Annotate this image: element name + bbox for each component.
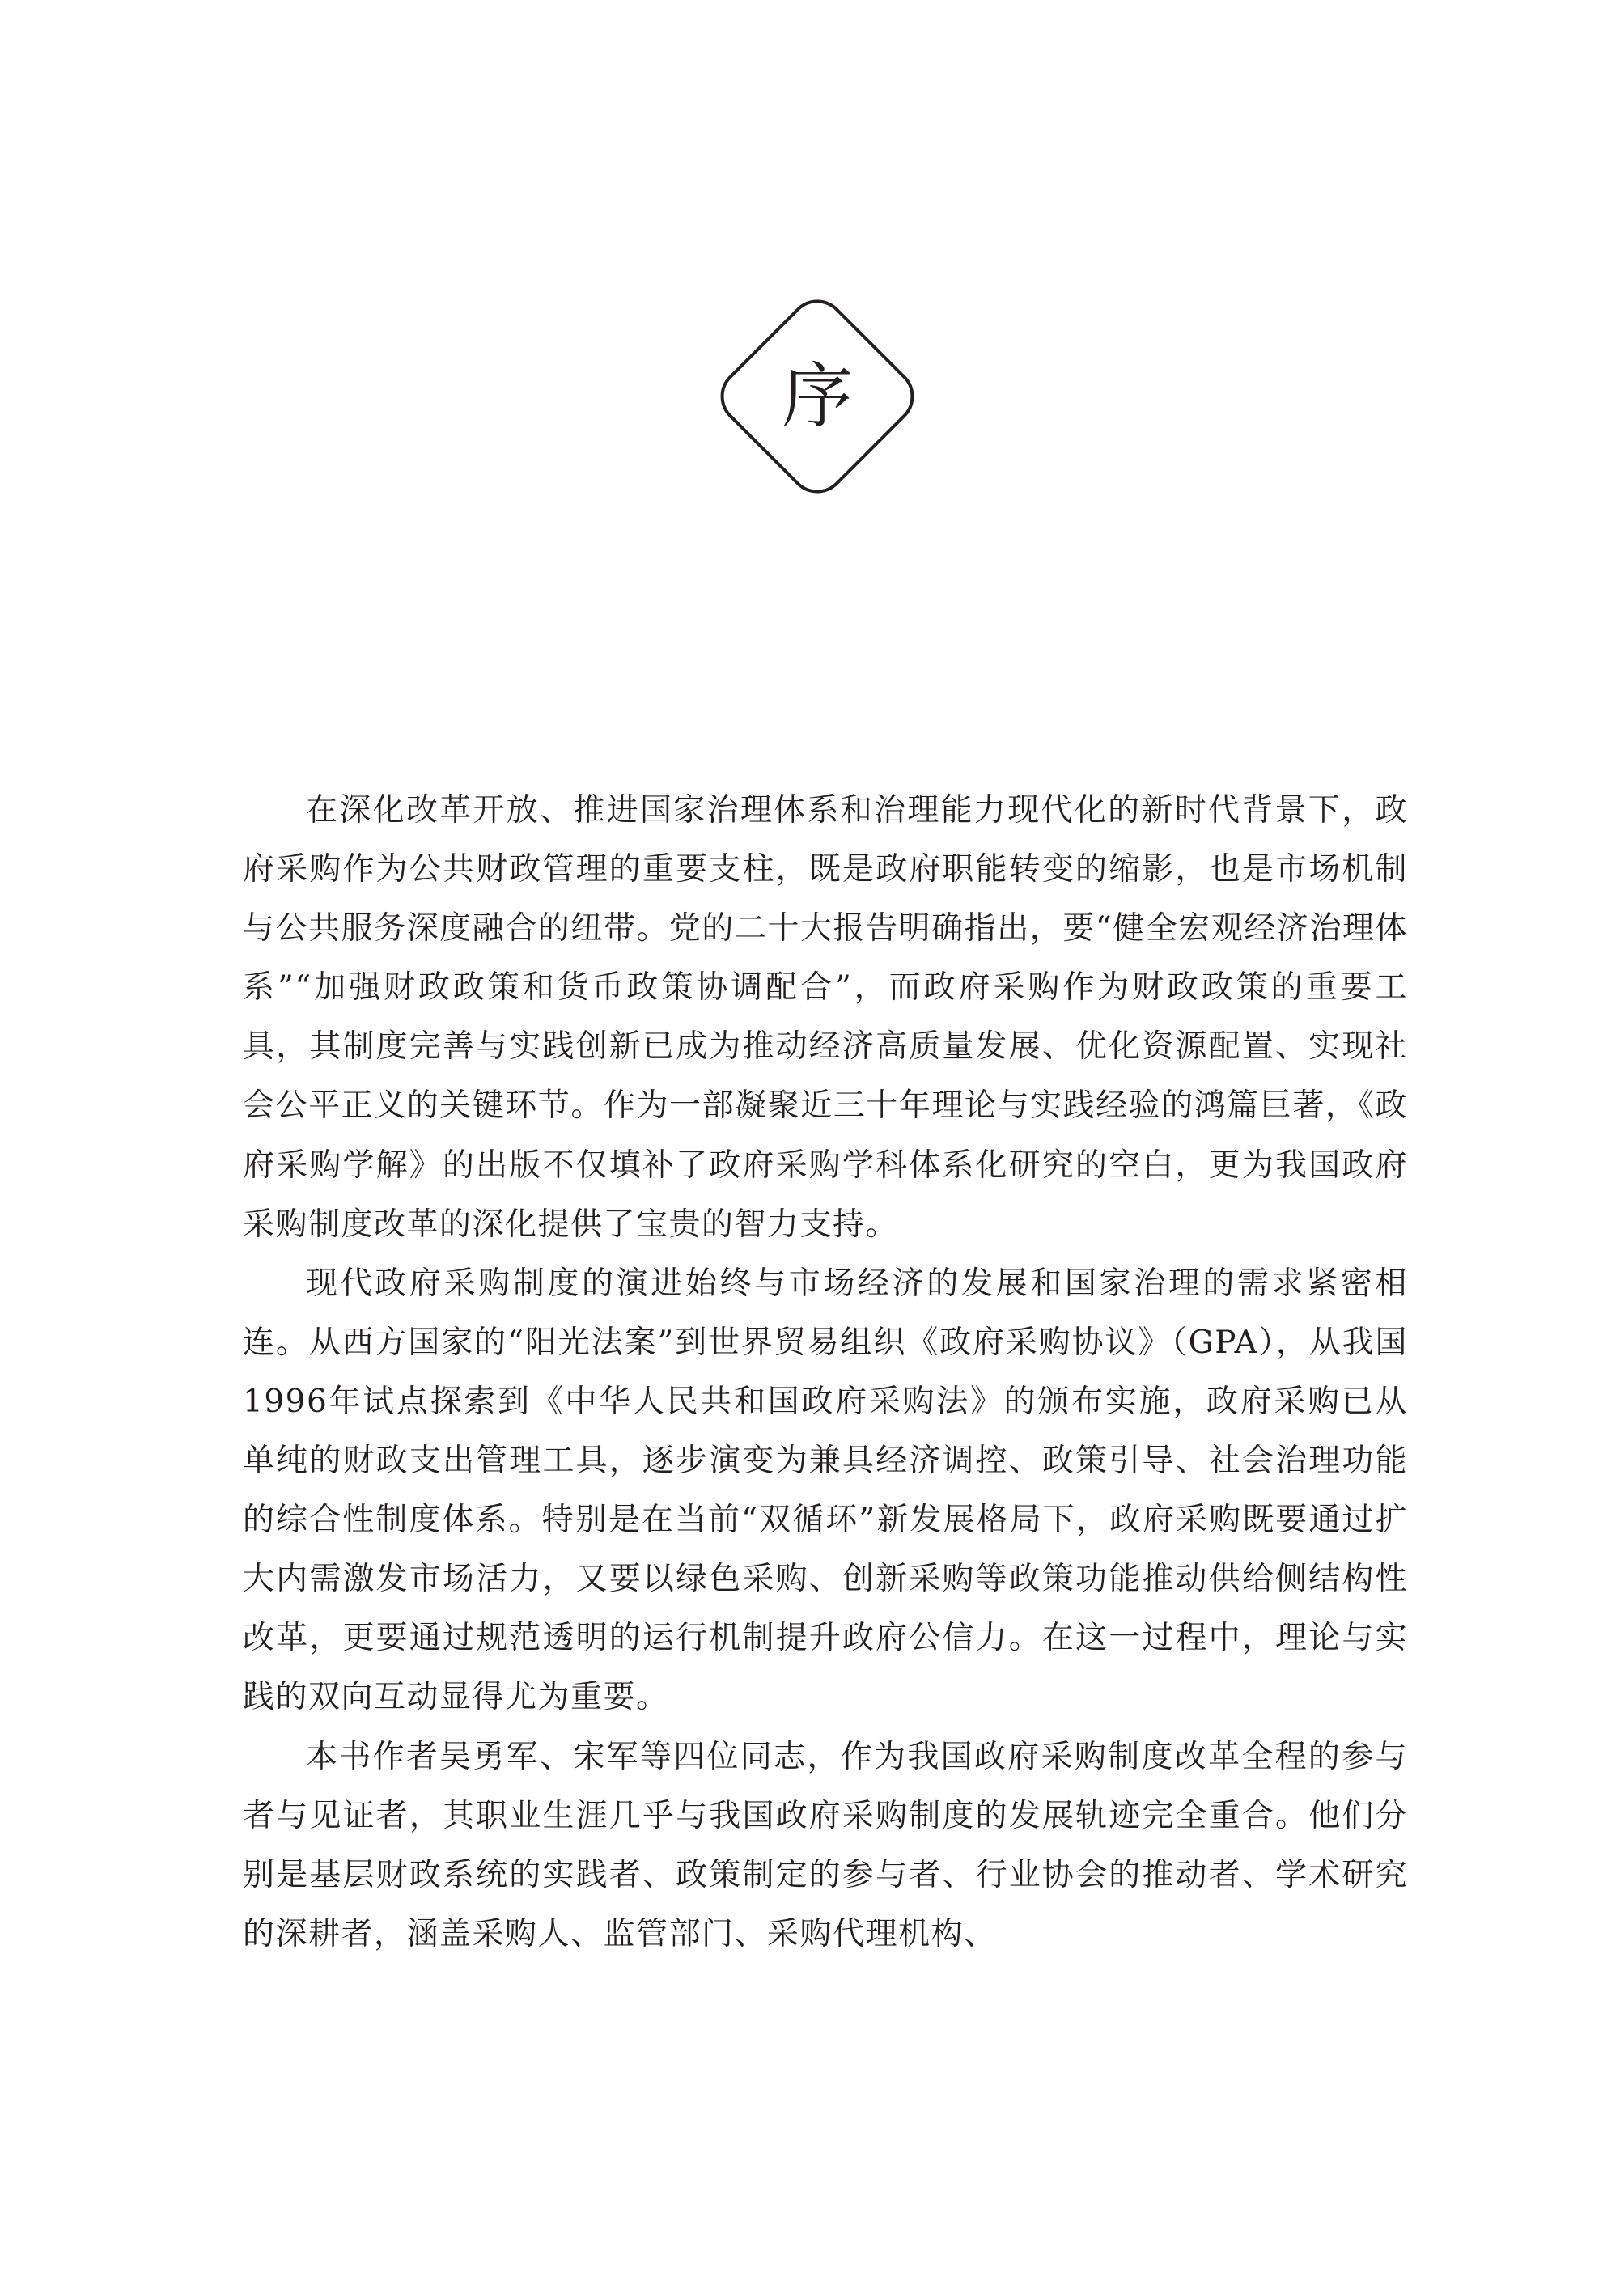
title-badge — [688, 267, 947, 526]
preface-body — [243, 781, 1408, 1964]
paragraph-3: 本书作者吴勇军、宋军等四位同志，作为我国政府采购制度改革全程的参与者与见证者，其职业生涯几乎与我国政府采购制度的发展轨迹完全重合。他们分别是基层财政系统的实践者、政策制定的参与者、行业协会的推动者、学术研究的深耕者，涵盖采购人、监管部门、采购代理机构、 — [243, 1738, 1408, 1952]
paragraph-2: 现代政府采购制度的演进始终与市场经济的发展和国家治理的需求紧密相连。从西方国家的“阳光法案”到世界贸易组织《政府采购协议》（GPA），从我国1996年试点探索到《中华人民共和国政府采购法》的颁布实施，政府采购已从单纯的财政支出管理工具，逐步演变为兼具经济调控、政策引导、社会治理功能的综合性制度体系。特别是在当前“双循环”新发展格局下，政府采购既要通过扩大内需激发市场活力，又要以绿色采购、创新采购等政策功能推动供给侧结构性改革，更要通过规范透明的运行机制提升政府公信力。在这一过程中，理论与实践的双向互动显得尤为重要。 — [243, 1265, 1408, 1716]
paragraph-1: 在深化改革开放、推进国家治理体系和治理能力现代化的新时代背景下，政府采购作为公共财政管理的重要支柱，既是政府职能转变的缩影，也是市场机制与公共服务深度融合的纽带。党的二十大报告明确指出，要“健全宏观经济治理体系”“加强财政政策和货币政策协调配合”，而政府采购作为财政政策的重要工具，其制度完善与实践创新已成为推动经济高质量发展、优化资源配置、实现社会公平正义的关键环节。作为一部凝聚近三十年理论与实践经验的鸿篇巨著，《政府采购学解》的出版不仅填补了政府采购学科体系化研究的空白，更为我国政府采购制度改革的深化提供了宝贵的智力支持。 — [243, 792, 1408, 1243]
page-title: 序 — [781, 354, 853, 438]
